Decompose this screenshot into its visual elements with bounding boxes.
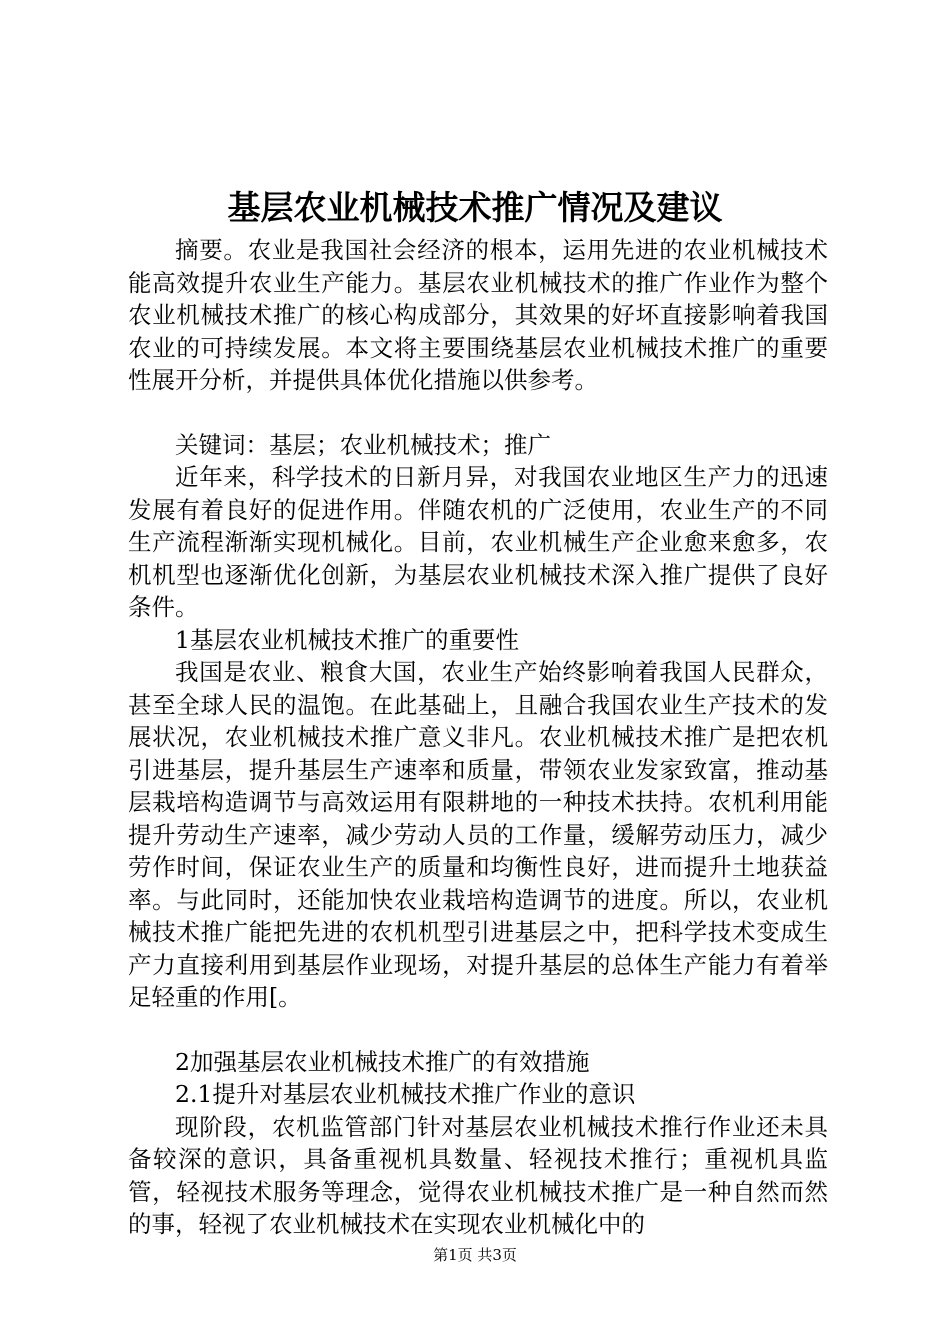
document-title: 基层农业机械技术推广情况及建议 bbox=[227, 188, 723, 227]
section-heading-2: 2加强基层农业机械技术推广的有效措施 bbox=[175, 1047, 590, 1076]
subsection-heading-2-1: 2.1提升对基层农业机械技术推广作业的意识 bbox=[175, 1080, 636, 1108]
document-body bbox=[128, 234, 828, 1241]
section-heading-1: 1基层农业机械技术推广的重要性 bbox=[175, 625, 519, 654]
section-1-paragraph: 我国是农业、粮食大国，农业生产始终影响着我国人民群众，甚至全球人民的温饱。在此基础上，且融合我国农业生产技术的发展状况，农业机械技术推广意义非凡。农业机械技术推广是把农机引进基层，提升基层生产速率和质量，带领农业发家致富，推动基层栽培构造调节与高效运用有限耕地的一种技术扶持。农机利用能提升劳动生产速率，减少劳动人员的工作量，缓解劳动压力，减少劳作时间，保证农业生产的质量和均衡性良好，进而提升土地获益率。与此同时，还能加快农业栽培构造调节的进度。所以，农业机械技术推广能把先进的农机机型引进基层之中，把科学技术变成生产力直接利用到基层作业现场，对提升基层的总体生产能力有着举足轻重的作用[。 bbox=[128, 658, 828, 1011]
subsection-2-1-paragraph: 现阶段，农机监管部门针对基层农业机械技术推行作业还未具备较深的意识，具备重视机具数量、轻视技术推行；重视机具监管，轻视技术服务等理念，觉得农业机械技术推广是一种自然而然的事，轻视了农业机械技术在实现农业机械化中的 bbox=[128, 1112, 828, 1238]
abstract-paragraph: 摘要。农业是我国社会经济的根本，运用先进的农业机械技术能高效提升农业生产能力。基层农业机械技术的推广作业作为整个农业机械技术推广的核心构成部分，其效果的好坏直接影响着我国农业的可持续发展。本文将主要围绕基层农业机械技术推广的重要性展开分析，并提供具体优化措施以供参考。 bbox=[128, 236, 828, 394]
intro-paragraph: 近年来，科学技术的日新月异，对我国农业地区生产力的迅速发展有着良好的促进作用。伴随农机的广泛使用，农业生产的不同生产流程渐渐实现机械化。目前，农业机械生产企业愈来愈多，农机机型也逐渐优化创新，为基层农业机械技术深入推广提供了良好条件。 bbox=[128, 463, 828, 621]
page-footer: 第1页 共3页 bbox=[433, 1246, 517, 1264]
keywords-paragraph: 关键词：基层；农业机械技术；推广 bbox=[175, 430, 551, 459]
